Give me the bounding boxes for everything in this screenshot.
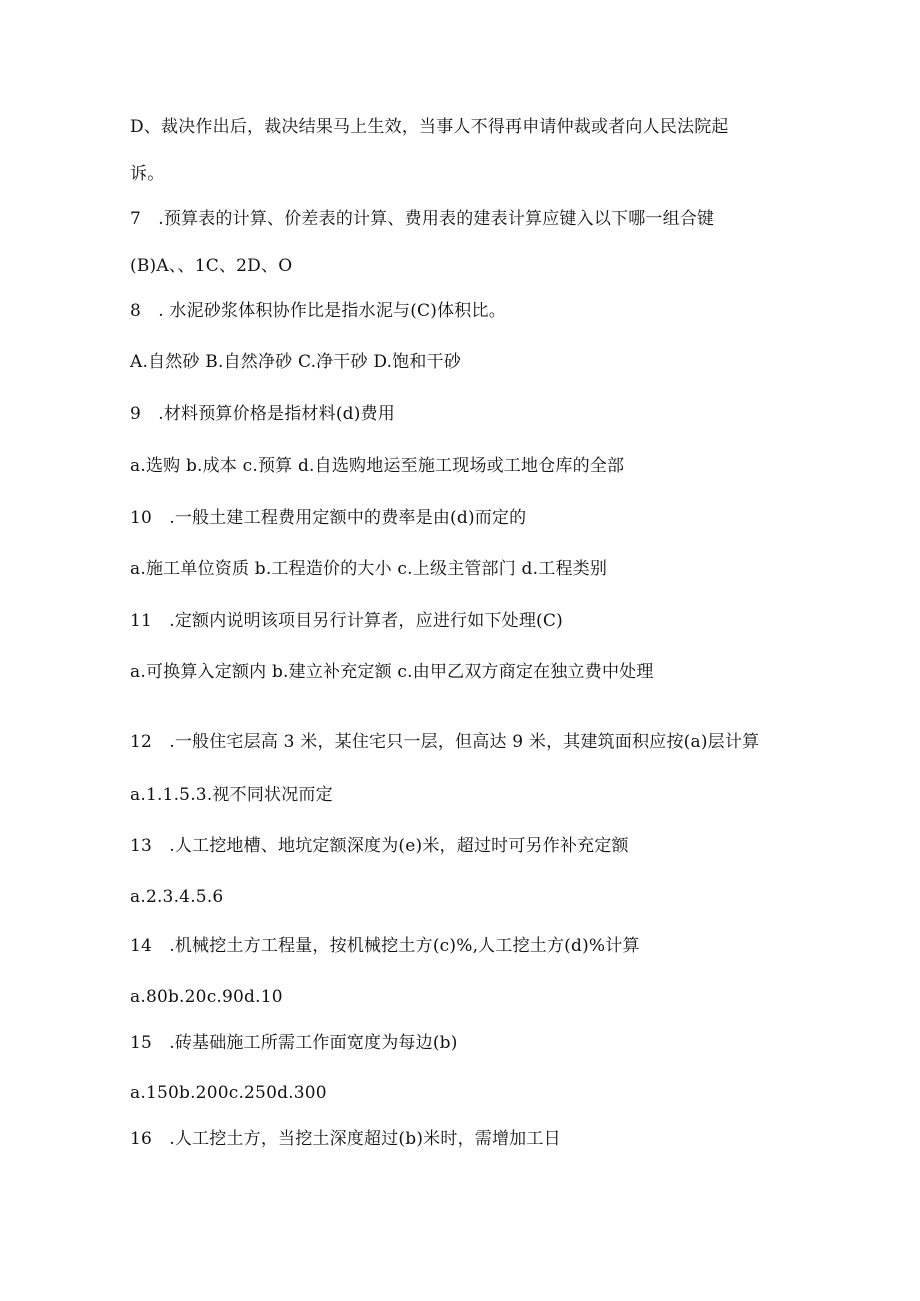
question-7: 7 .预算表的计算、价差表的计算、费用表的建表计算应键入以下哪一组合键 — [130, 209, 715, 229]
question-8: 8 . 水泥砂浆体积协作比是指水泥与(C)体积比。 — [130, 301, 506, 321]
question-13: 13 .人工挖地槽、地坑定额深度为(e)米，超过时可另作补充定额 — [130, 836, 629, 856]
question-14: 14 .机械挖土方工程量，按机械挖土方(c)%,人工挖土方(d)%计算 — [130, 936, 640, 956]
options-line: a.可换算入定额内 b.建立补充定额 c.由甲乙双方商定在独立费中处理 — [130, 662, 654, 682]
text-line: D、裁决作出后，裁决结果马上生效，当事人不得再申请仲裁或者向人民法院起 — [130, 117, 729, 137]
question-9: 9 .材料预算价格是指材料(d)费用 — [130, 404, 395, 424]
options-line: a.1.1.5.3.视不同状况而定 — [130, 785, 333, 805]
text-line: 诉。 — [130, 164, 165, 184]
answer-line: (B)A、、1C、2D、O — [130, 256, 293, 276]
question-10: 10 .一般土建工程费用定额中的费率是由(d)而定的 — [130, 508, 527, 528]
question-16: 16 .人工挖土方，当挖土深度超过(b)米时，需增加工日 — [130, 1129, 561, 1149]
options-line: a.2.3.4.5.6 — [130, 887, 224, 907]
question-11: 11 .定额内说明该项目另行计算者，应进行如下处理(C) — [130, 611, 563, 631]
options-line: A.自然砂 B.自然净砂 C.净干砂 D.饱和干砂 — [130, 352, 462, 372]
question-15: 15 .砖基础施工所需工作面宽度为每边(b) — [130, 1033, 458, 1053]
question-12: 12 .一般住宅层高 3 米，某住宅只一层，但高达 9 米，其建筑面积应按(a)层计算 — [130, 732, 760, 752]
options-line: a.选购 b.成本 c.预算 d.自选购地运至施工现场或工地仓库的全部 — [130, 456, 625, 476]
options-line: a.150b.200c.250d.300 — [130, 1083, 327, 1103]
options-line: a.施工单位资质 b.工程造价的大小 c.上级主管部门 d.工程类别 — [130, 559, 608, 579]
options-line: a.80b.20c.90d.10 — [130, 987, 283, 1007]
